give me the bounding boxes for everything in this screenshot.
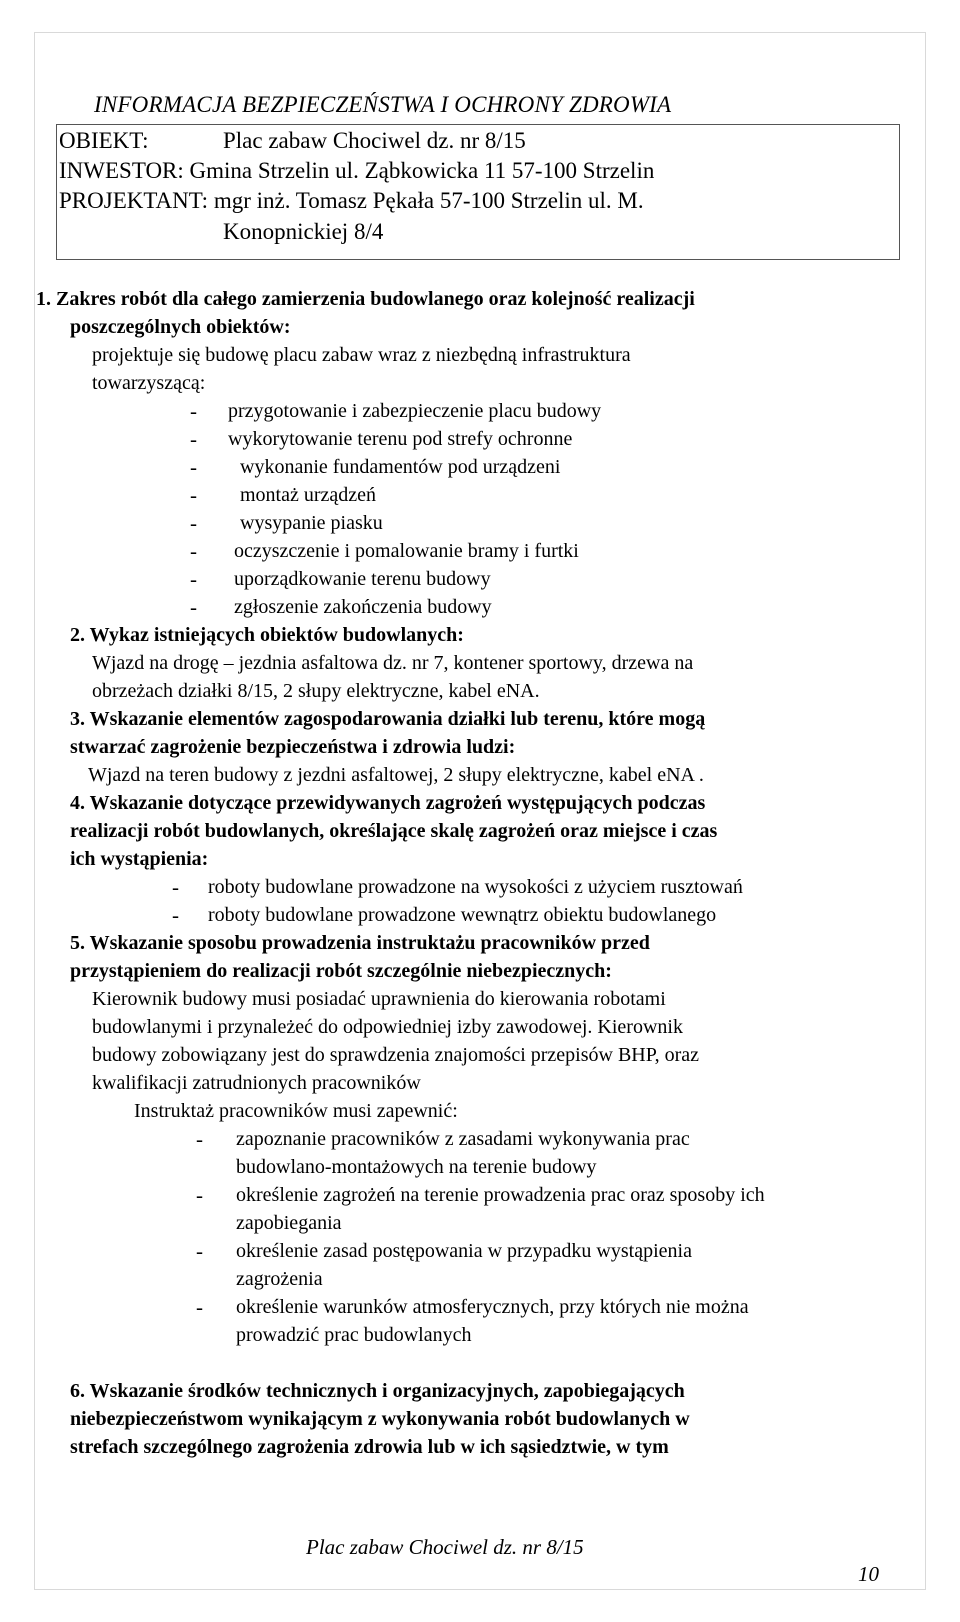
- list-item-text: zapobiegania: [236, 1212, 342, 1234]
- section1-title-cont: poszczególnych obiektów:: [70, 316, 291, 338]
- section6-title-cont: niebezpieczeństwom wynikającym z wykonywania robót budowlanych w: [70, 1408, 690, 1430]
- list-dash: -: [190, 567, 197, 591]
- list-dash: -: [172, 875, 179, 899]
- list-item-text: określenie zasad postępowania w przypadku wystąpienia: [236, 1240, 692, 1262]
- list-item-text: wykonanie fundamentów pod urządzeni: [240, 456, 561, 478]
- list-item-text: roboty budowlane prowadzone na wysokości z użyciem rusztowań: [208, 876, 743, 898]
- section3-title-cont: stwarzać zagrożenie bezpieczeństwa i zdrowia ludzi:: [70, 736, 516, 758]
- list-item-text: roboty budowlane prowadzone wewnątrz obiektu budowlanego: [208, 904, 717, 926]
- document-title: INFORMACJA BEZPIECZEŃSTWA I OCHRONY ZDROWIA: [94, 92, 672, 117]
- list-dash: -: [190, 427, 197, 451]
- list-dash: -: [190, 595, 197, 619]
- section5-title: 5. Wskazanie sposobu prowadzenia instruktażu pracowników przed: [70, 932, 650, 954]
- list-dash: -: [196, 1239, 203, 1263]
- section5-para: Kierownik budowy musi posiadać uprawnienia do kierowania robotami: [92, 988, 666, 1010]
- list-item-text: montaż urządzeń: [240, 484, 377, 506]
- section5-para: budowlanymi i przynależeć do odpowiedniej izby zawodowej. Kierownik: [92, 1016, 683, 1038]
- list-item-text: uporządkowanie terenu budowy: [234, 568, 491, 590]
- list-item-text: zapoznanie pracowników z zasadami wykonywania prac: [236, 1128, 690, 1150]
- section1-intro-cont: towarzyszącą:: [92, 372, 206, 394]
- list-dash: -: [196, 1183, 203, 1207]
- section5-instr-intro: Instruktaż pracowników musi zapewnić:: [134, 1100, 458, 1122]
- list-item-text: oczyszczenie i pomalowanie bramy i furtki: [234, 540, 579, 562]
- projektant-row: PROJEKTANT: mgr inż. Tomasz Pękała 57-100 Strzelin ul. M.: [59, 188, 644, 213]
- list-item-text: określenie warunków atmosferycznych, przy których nie można: [236, 1296, 749, 1318]
- project-info-box: [56, 124, 900, 260]
- obiekt-row: [59, 126, 526, 155]
- section6-title: 6. Wskazanie środków technicznych i organizacyjnych, zapobiegających: [70, 1380, 685, 1402]
- section4-title-cont2: ich wystąpienia:: [70, 848, 209, 870]
- section6-title-cont2: strefach szczególnego zagrożenia zdrowia lub w ich sąsiedztwie, w tym: [70, 1436, 669, 1458]
- section2-text-cont: obrzeżach działki 8/15, 2 słupy elektryczne, kabel eNA.: [92, 680, 540, 702]
- section4-title: 4. Wskazanie dotyczące przewidywanych zagrożeń występujących podczas: [70, 792, 706, 814]
- obiekt-label: OBIEKT:: [59, 128, 149, 153]
- list-dash: -: [196, 1295, 203, 1319]
- section1-intro: projektuje się budowę placu zabaw wraz z niezbędną infrastruktura: [92, 344, 631, 366]
- list-dash: -: [172, 903, 179, 927]
- list-dash: -: [190, 511, 197, 535]
- list-dash: -: [190, 483, 197, 507]
- list-item-text: wysypanie piasku: [240, 512, 383, 534]
- inwestor-row: INWESTOR: Gmina Strzelin ul. Ząbkowicka 11 57-100 Strzelin: [59, 158, 655, 183]
- section4-title-cont: realizacji robót budowlanych, określające skalę zagrożeń oraz miejsce i czas: [70, 820, 718, 842]
- list-item-text: zgłoszenie zakończenia budowy: [234, 596, 492, 618]
- section2-text: Wjazd na drogę – jezdnia asfaltowa dz. nr 7, kontener sportowy, drzewa na: [92, 652, 694, 674]
- list-item-text: budowlano-montażowych na terenie budowy: [236, 1156, 597, 1178]
- list-item-text: zagrożenia: [236, 1268, 323, 1290]
- list-item-text: przygotowanie i zabezpieczenie placu budowy: [228, 400, 602, 422]
- section5-para: budowy zobowiązany jest do sprawdzenia znajomości przepisów BHP, oraz: [92, 1044, 700, 1066]
- projektant-row-cont: Konopnickiej 8/4: [223, 219, 384, 244]
- list-dash: -: [190, 399, 197, 423]
- obiekt-value: Plac zabaw Chociwel dz. nr 8/15: [223, 128, 526, 153]
- list-item-text: prowadzić prac budowlanych: [236, 1324, 472, 1346]
- section5-title-cont: przystąpieniem do realizacji robót szczególnie niebezpiecznych:: [70, 960, 612, 982]
- section2-title: 2. Wykaz istniejących obiektów budowlanych:: [70, 624, 464, 646]
- list-item-text: wykorytowanie terenu pod strefy ochronne: [228, 428, 573, 450]
- footer-title: Plac zabaw Chociwel dz. nr 8/15: [306, 1535, 584, 1559]
- list-dash: -: [190, 539, 197, 563]
- list-dash: -: [196, 1127, 203, 1151]
- list-item-text: określenie zagrożeń na terenie prowadzenia prac oraz sposoby ich: [236, 1184, 765, 1206]
- section3-text: Wjazd na teren budowy z jezdni asfaltowej, 2 słupy elektryczne, kabel eNA .: [88, 764, 704, 786]
- section1-title: 1. Zakres robót dla całego zamierzenia budowlanego oraz kolejność realizacji: [36, 288, 695, 310]
- section3-title: 3. Wskazanie elementów zagospodarowania działki lub terenu, które mogą: [70, 708, 706, 730]
- page-number: 10: [858, 1562, 879, 1586]
- list-dash: -: [190, 455, 197, 479]
- section5-para: kwalifikacji zatrudnionych pracowników: [92, 1072, 421, 1094]
